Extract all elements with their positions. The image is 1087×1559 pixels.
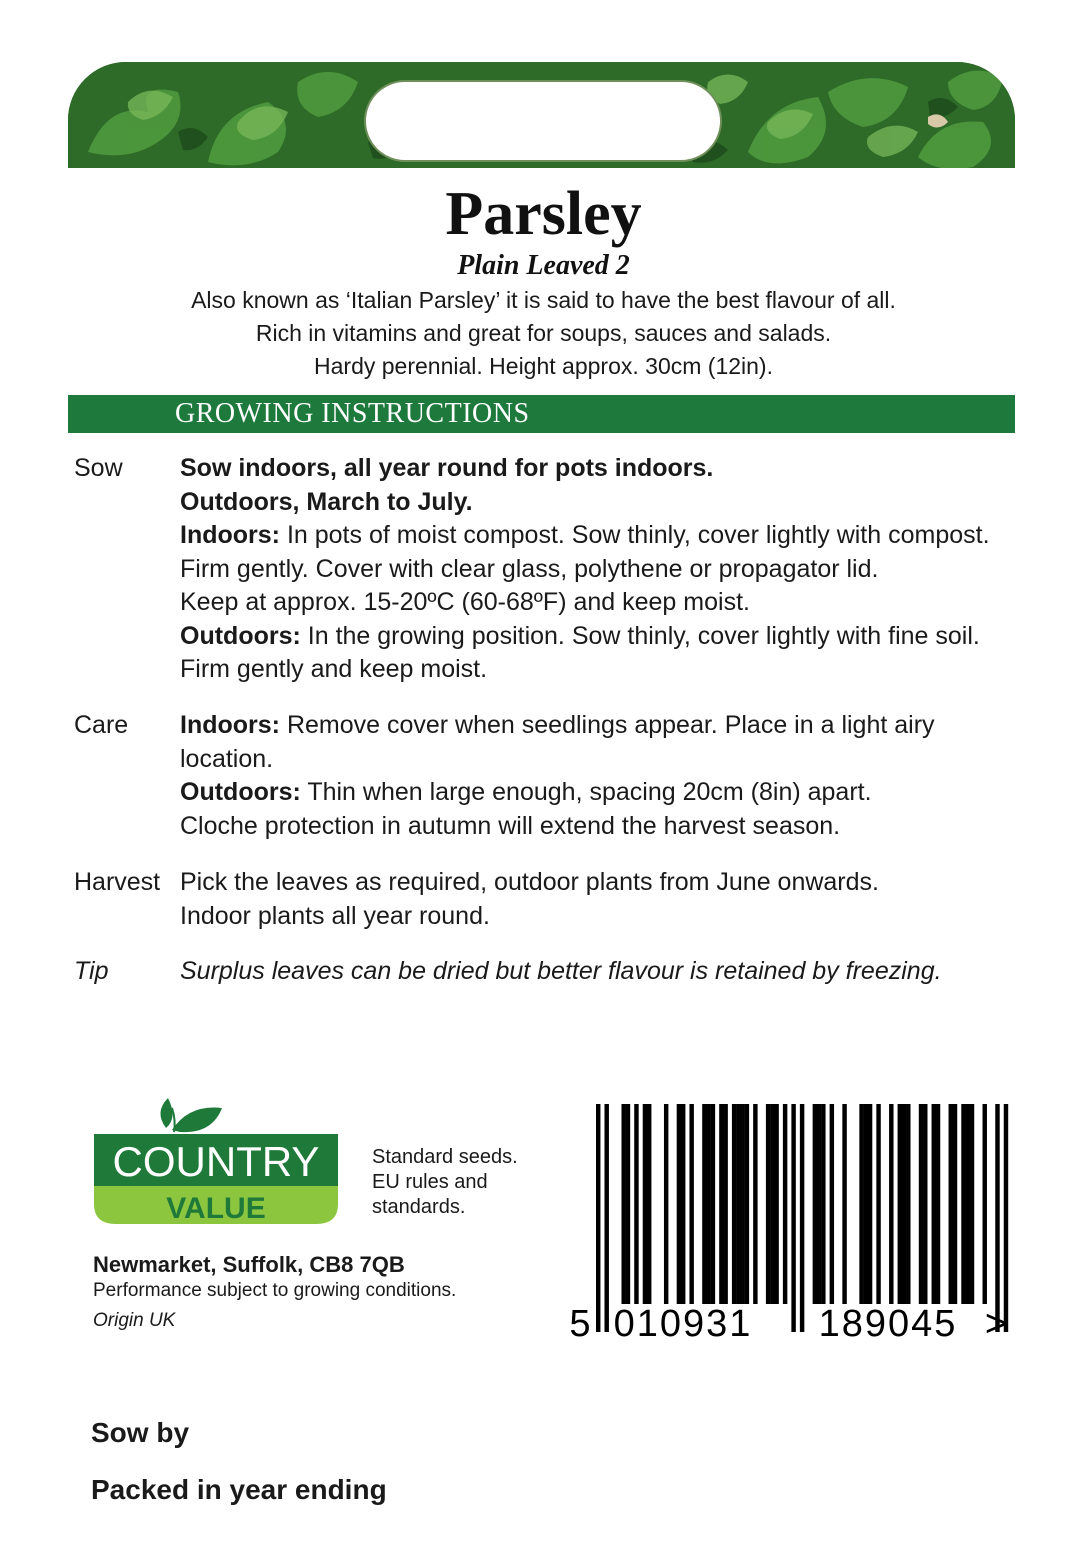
- description-line: Rich in vitamins and great for soups, sauces and salads.: [255, 320, 832, 346]
- indoors-text: In pots of moist compost. Sow thinly, cover lightly with compost.: [280, 521, 990, 549]
- hang-hole: [364, 80, 722, 162]
- standard-line: Standard seeds.: [372, 1146, 518, 1168]
- tip-label: Tip: [74, 957, 109, 985]
- tip-text: Surplus leaves can be dried but better flavour is retained by freezing.: [180, 957, 942, 985]
- barcode-bar: [842, 1104, 846, 1304]
- outdoors-label: Outdoors:: [180, 621, 301, 650]
- barcode-bar: [800, 1104, 804, 1332]
- harvest-line: Pick the leaves as required, outdoor plants from June onwards.: [180, 868, 879, 896]
- product-description: [0, 284, 1087, 383]
- sow-indoors-line: [180, 519, 1040, 553]
- barcode-bar: [732, 1104, 736, 1304]
- standard-line: standards.: [372, 1196, 466, 1218]
- care-indoors-line: location.: [180, 744, 274, 773]
- indoors-label: Indoors:: [180, 711, 280, 739]
- performance-note: Performance subject to growing conditions.: [93, 1280, 457, 1301]
- barcode-bar: [983, 1104, 987, 1304]
- indoors-label: Indoors:: [180, 521, 280, 549]
- harvest-line: Indoor plants all year round.: [180, 901, 490, 930]
- barcode-bar: [902, 1104, 906, 1304]
- barcode-bar: [1004, 1104, 1008, 1332]
- care-outdoors-line: [180, 776, 1040, 810]
- section-header-bar: [68, 395, 1015, 433]
- barcode: [566, 1104, 1012, 1346]
- barcode-bar: [770, 1104, 774, 1304]
- barcode-first-digit: 5: [569, 1303, 591, 1345]
- harvest-label: Harvest: [74, 868, 161, 896]
- logo-country-text: COUNTRY: [112, 1138, 320, 1185]
- barcode-bar: [647, 1104, 651, 1304]
- sow-outdoors-line: Firm gently and keep moist.: [180, 655, 488, 683]
- barcode-right-digits: 189045: [818, 1303, 958, 1345]
- company-address: Newmarket, Suffolk, CB8 7QB: [93, 1252, 405, 1277]
- sow-line: Outdoors, March to July.: [180, 487, 473, 516]
- barcode-bar: [711, 1104, 715, 1304]
- sow-label: Sow: [74, 454, 123, 482]
- barcode-bar: [830, 1104, 834, 1304]
- product-variety: Plain Leaved 2: [457, 250, 630, 281]
- barcode-bar: [774, 1104, 778, 1304]
- barcode-bar: [817, 1104, 821, 1304]
- care-label: Care: [74, 711, 129, 739]
- sow-line: Sow indoors, all year round for pots indoors.: [180, 454, 714, 482]
- barcode-bar: [953, 1104, 957, 1304]
- barcode-bar: [949, 1104, 953, 1304]
- instruction-care: [0, 709, 1087, 849]
- care-indoors-line: [180, 709, 1040, 743]
- outdoors-text: In the growing position. Sow thinly, cover lightly with fine soil.: [300, 621, 980, 650]
- barcode-left-digits: 010931: [613, 1303, 753, 1345]
- indoors-text: Remove cover when seedlings appear. Place in a light airy: [280, 711, 935, 739]
- barcode-bar: [936, 1104, 940, 1304]
- barcode-bar: [740, 1104, 744, 1304]
- standard-seeds-note: [372, 1145, 518, 1220]
- description-line: Hardy perennial. Height approx. 30cm (12in).: [314, 353, 773, 379]
- barcode-bar: [970, 1104, 974, 1304]
- barcode-bar: [783, 1104, 787, 1304]
- barcode-bar: [766, 1104, 770, 1304]
- barcode-bar: [626, 1104, 630, 1304]
- barcode-bar: [791, 1104, 795, 1332]
- description-line: Also known as ‘Italian Parsley’ it is said to have the best flavour of all.: [191, 287, 896, 313]
- barcode-bar: [898, 1104, 902, 1304]
- barcode-bar: [723, 1104, 727, 1304]
- barcode-bar: [604, 1104, 608, 1332]
- barcode-bar: [864, 1104, 868, 1304]
- barcode-end-mark: >: [984, 1303, 1008, 1345]
- barcode-bar: [868, 1104, 872, 1304]
- barcode-bar: [961, 1104, 965, 1304]
- instruction-harvest: [0, 866, 1087, 936]
- barcode-bar: [859, 1104, 863, 1304]
- barcode-bar: [689, 1104, 693, 1304]
- instruction-tip: [0, 955, 1087, 991]
- care-outdoors-line: Cloche protection in autumn will extend the harvest season.: [180, 811, 841, 840]
- standard-line: EU rules and: [372, 1171, 488, 1193]
- sow-indoors-line: Keep at approx. 15-20ºC (60-68ºF) and keep moist.: [180, 588, 750, 616]
- barcode-bar: [906, 1104, 910, 1304]
- care-body: [180, 709, 1040, 843]
- outdoors-text: Thin when large enough, spacing 20cm (8in) apart.: [300, 778, 872, 806]
- barcode-bar: [966, 1104, 970, 1304]
- harvest-body: [180, 866, 1040, 933]
- country-value-logo: [94, 1094, 338, 1228]
- barcode-bar: [736, 1104, 740, 1304]
- instruction-sow: [0, 452, 1087, 687]
- barcode-bar: [889, 1104, 893, 1304]
- packed-year-label: Packed in year ending: [91, 1474, 387, 1505]
- barcode-bar: [621, 1104, 625, 1304]
- barcode-bar: [677, 1104, 681, 1304]
- barcode-bar: [596, 1104, 600, 1332]
- sow-body: [180, 452, 1040, 687]
- barcode-bar: [745, 1104, 749, 1304]
- barcode-bar: [634, 1104, 638, 1304]
- barcode-bar: [681, 1104, 685, 1304]
- barcode-bar: [813, 1104, 817, 1304]
- barcode-bar: [919, 1104, 923, 1304]
- barcode-bars: [596, 1104, 1008, 1332]
- barcode-bar: [932, 1104, 936, 1304]
- barcode-bar: [995, 1104, 999, 1332]
- barcode-bar: [643, 1104, 647, 1304]
- logo-value-text: VALUE: [166, 1192, 266, 1225]
- parsley-leaf-banner: [68, 62, 1015, 168]
- barcode-bar: [923, 1104, 927, 1304]
- product-name: Parsley: [445, 180, 642, 248]
- barcode-bar: [753, 1104, 757, 1304]
- sow-indoors-line: Firm gently. Cover with clear glass, polythene or propagator lid.: [180, 554, 879, 583]
- outdoors-label: Outdoors:: [180, 778, 301, 806]
- barcode-bar: [719, 1104, 723, 1304]
- barcode-bar: [876, 1104, 880, 1304]
- barcode-bar: [664, 1104, 668, 1304]
- origin-note: Origin UK: [93, 1310, 176, 1331]
- barcode-bar: [821, 1104, 825, 1304]
- barcode-bar: [706, 1104, 710, 1304]
- section-title: GROWING INSTRUCTIONS: [175, 398, 530, 429]
- barcode-bar: [702, 1104, 706, 1304]
- sow-outdoors-line: [180, 620, 1040, 654]
- sow-by-label: Sow by: [91, 1417, 190, 1448]
